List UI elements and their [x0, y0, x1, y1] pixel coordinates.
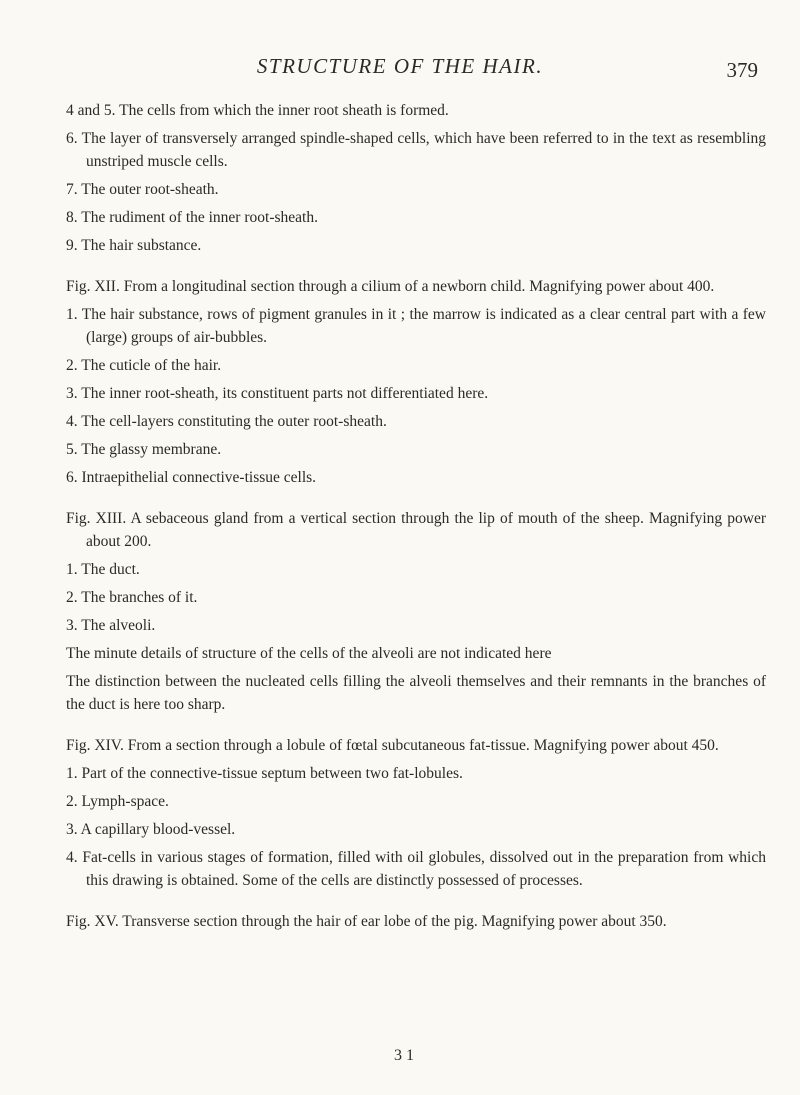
list-item: 6. The layer of transversely arranged spindle-shaped cells, which have been referred to in the text as resembling unstriped muscle cells.: [66, 130, 766, 170]
figure-caption-xii: Fig. XII. From a longitudinal section through a cilium of a newborn child. Magnifying power about 400.: [66, 278, 715, 295]
list-item: 2. The cuticle of the hair.: [66, 357, 222, 374]
list-item: 7. The outer root-sheath.: [66, 181, 219, 198]
list-item: 2. The branches of it.: [66, 589, 198, 606]
list-item: 3. The inner root-sheath, its constituent parts not differentiated here.: [66, 385, 489, 402]
page-content: [66, 99, 766, 938]
list-item: 1. The duct.: [66, 561, 140, 578]
list-item: 8. The rudiment of the inner root-sheath.: [66, 209, 318, 226]
list-item: 4. The cell-layers constituting the outer root-sheath.: [66, 413, 387, 430]
list-item: 4 and 5. The cells from which the inner root sheath is formed.: [66, 102, 449, 119]
figure-caption-xiii: Fig. XIII. A sebaceous gland from a vertical section through the lip of mouth of the sheep. Magnifying power about 200.: [66, 510, 766, 550]
figure-caption-xv: Fig. XV. Transverse section through the hair of ear lobe of the pig. Magnifying power about 350.: [66, 913, 667, 930]
body-paragraph: The minute details of structure of the cells of the alveoli are not indicated here: [66, 645, 552, 662]
list-item: 3. The alveoli.: [66, 617, 156, 634]
page-number: 379: [726, 58, 758, 82]
list-item: 6. Intraepithelial connective-tissue cells.: [66, 469, 317, 486]
figure-caption-xiv: Fig. XIV. From a section through a lobule of fœtal subcutaneous fat-tissue. Magnifying power about 450.: [66, 737, 719, 754]
list-item: 5. The glassy membrane.: [66, 441, 222, 458]
list-item: 3. A capillary blood-vessel.: [66, 821, 236, 838]
list-item: 2. Lymph-space.: [66, 793, 169, 810]
list-item: 1. The hair substance, rows of pigment granules in it ; the marrow is indicated as a clear central part with a few (large) groups of air-bubbles.: [66, 306, 766, 346]
list-item: 9. The hair substance.: [66, 237, 202, 254]
body-paragraph: The distinction between the nucleated cells filling the alveoli themselves and their remnants in the branches of the duct is here too sharp.: [66, 673, 766, 713]
list-item: 4. Fat-cells in various stages of formation, filled with oil globules, dissolved out in the preparation from which this drawing is obtained. Some of the cells are distinctly possessed of processes.: [66, 849, 766, 889]
signature-mark: 3 1: [394, 1047, 414, 1064]
list-item: 1. Part of the connective-tissue septum between two fat-lobules.: [66, 765, 463, 782]
running-head: STRUCTURE OF THE HAIR.: [256, 54, 544, 78]
